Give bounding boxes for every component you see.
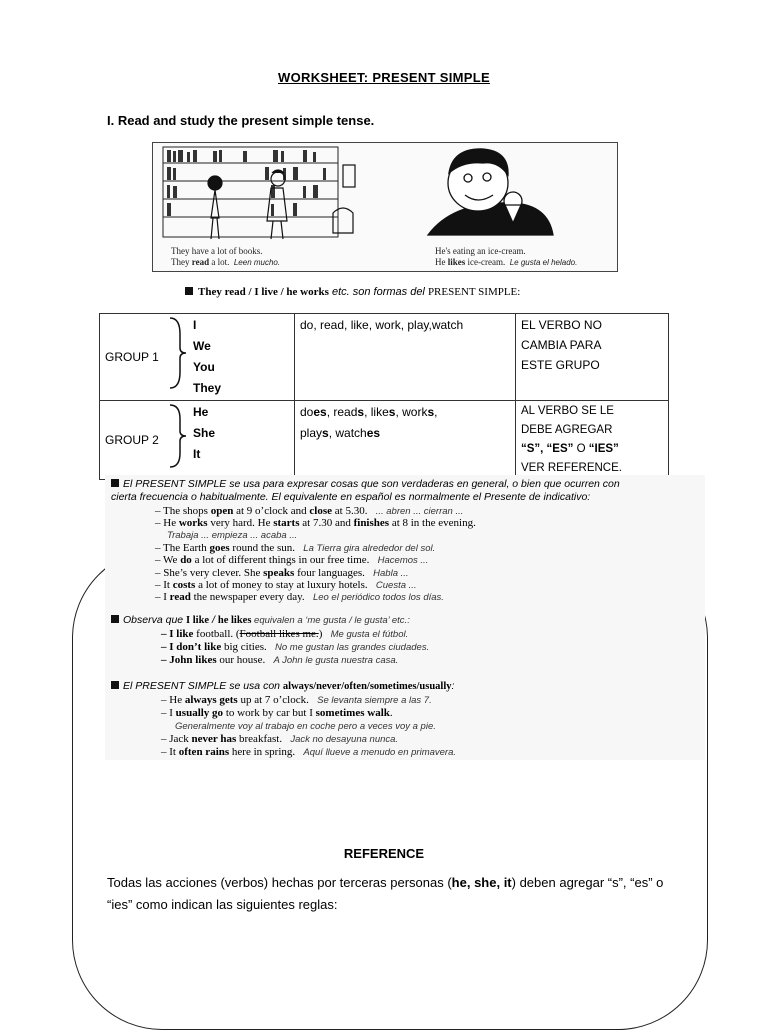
group2-label: GROUP 2	[100, 401, 189, 480]
group2-verbs: does, reads, likes, works, plays, watches	[295, 401, 516, 480]
example-line: – The shops open at 9 o’clock and close at 5.30. ... abren ... cierran ...	[155, 505, 464, 517]
example-line: – I like football. (Football likes me.) Me gusta el fútbol.	[161, 628, 409, 640]
group1-verbs: do, read, like, work, play,watch	[295, 314, 516, 401]
usage-paragraph-3: El PRESENT SIMPLE se usa con always/never/often/sometimes/usually:	[111, 680, 454, 692]
group2-pronouns: He She It	[188, 401, 295, 480]
reference-body: Todas las acciones (verbos) hechas por terceras personas (he, she, it) deben agregar “s”, “es” o “ies” como indican las siguientes reglas:	[107, 875, 664, 912]
caption-left-1: They have a lot of books.	[171, 246, 263, 256]
example-line: – It often rains here in spring. Aquí llueve a menudo en primavera.	[161, 746, 457, 758]
example-line: – John likes our house. A John le gusta nuestra casa.	[161, 654, 399, 666]
usage-paragraph-1b: cierta frecuencia o habitualmente. El equivalente en español es normalmente el Presente de indicativo:	[111, 491, 591, 503]
bullet-square-icon	[185, 287, 193, 295]
group-table	[99, 313, 669, 480]
section-heading: I. Read and study the present simple tense.	[107, 113, 375, 128]
page-title: WORKSHEET: PRESENT SIMPLE	[278, 70, 490, 85]
brace-icon	[168, 316, 188, 390]
group1-rule: EL VERBO NO CAMBIA PARA ESTE GRUPO	[516, 314, 669, 401]
example-line: – The Earth goes round the sun. La Tierra gira alrededor del sol.	[155, 542, 436, 554]
usage-notes	[105, 475, 705, 760]
illustration-panel	[152, 142, 618, 272]
example-line: – We do a lot of different things in our free time. Hacemos ...	[155, 554, 429, 566]
reference-title: REFERENCE	[343, 846, 425, 861]
brace-icon	[168, 403, 188, 469]
intro-line: They read / I live / he works etc. son formas del PRESENT SIMPLE:	[185, 286, 520, 298]
group2-rule: AL VERBO SE LE DEBE AGREGAR “S”, “ES” O “IES” VER REFERENCE.	[516, 401, 669, 480]
example-line: – I don’t like big cities. No me gustan las grandes ciudades.	[161, 641, 430, 653]
caption-left-2: They read a lot. Leen mucho.	[171, 257, 281, 267]
example-line: – He works very hard. He starts at 7.30 and finishes at 8 in the evening.	[155, 517, 476, 529]
bullet-square-icon	[111, 615, 119, 623]
bullet-square-icon	[111, 681, 119, 689]
example-line: – Jack never has breakfast. Jack no desayuna nunca.	[161, 733, 399, 745]
caption-right-1: He's eating an ice-cream.	[435, 246, 526, 256]
example-line: – I read the newspaper every day. Leo el periódico todos los días.	[155, 591, 444, 603]
example-line: – He always gets up at 7 o’clock. Se levanta siempre a las 7.	[161, 694, 432, 706]
usage-paragraph-2: Observa que I like / he likes equivalen a ‘me gusta / le gusta’ etc.:	[111, 614, 410, 626]
example-line: – It costs a lot of money to stay at luxury hotels. Cuesta ...	[155, 579, 417, 591]
caption-right-2: He likes ice-cream. Le gusta el helado.	[435, 257, 578, 267]
example-translation: Generalmente voy al trabajo en coche pero a veces voy a pie.	[175, 721, 436, 732]
example-line: – She’s very clever. She speaks four languages. Habla ...	[155, 567, 409, 579]
usage-paragraph-1: El PRESENT SIMPLE se usa para expresar cosas que son verdaderas en general, o bien que ocurren con	[111, 478, 620, 490]
group1-pronouns: I We You They	[188, 314, 295, 401]
example-translation: Trabaja ... empieza ... acaba ...	[167, 530, 298, 541]
example-line: – I usually go to work by car but I sometimes walk.	[161, 707, 393, 719]
group1-label: GROUP 1	[100, 314, 189, 401]
bullet-square-icon	[111, 479, 119, 487]
